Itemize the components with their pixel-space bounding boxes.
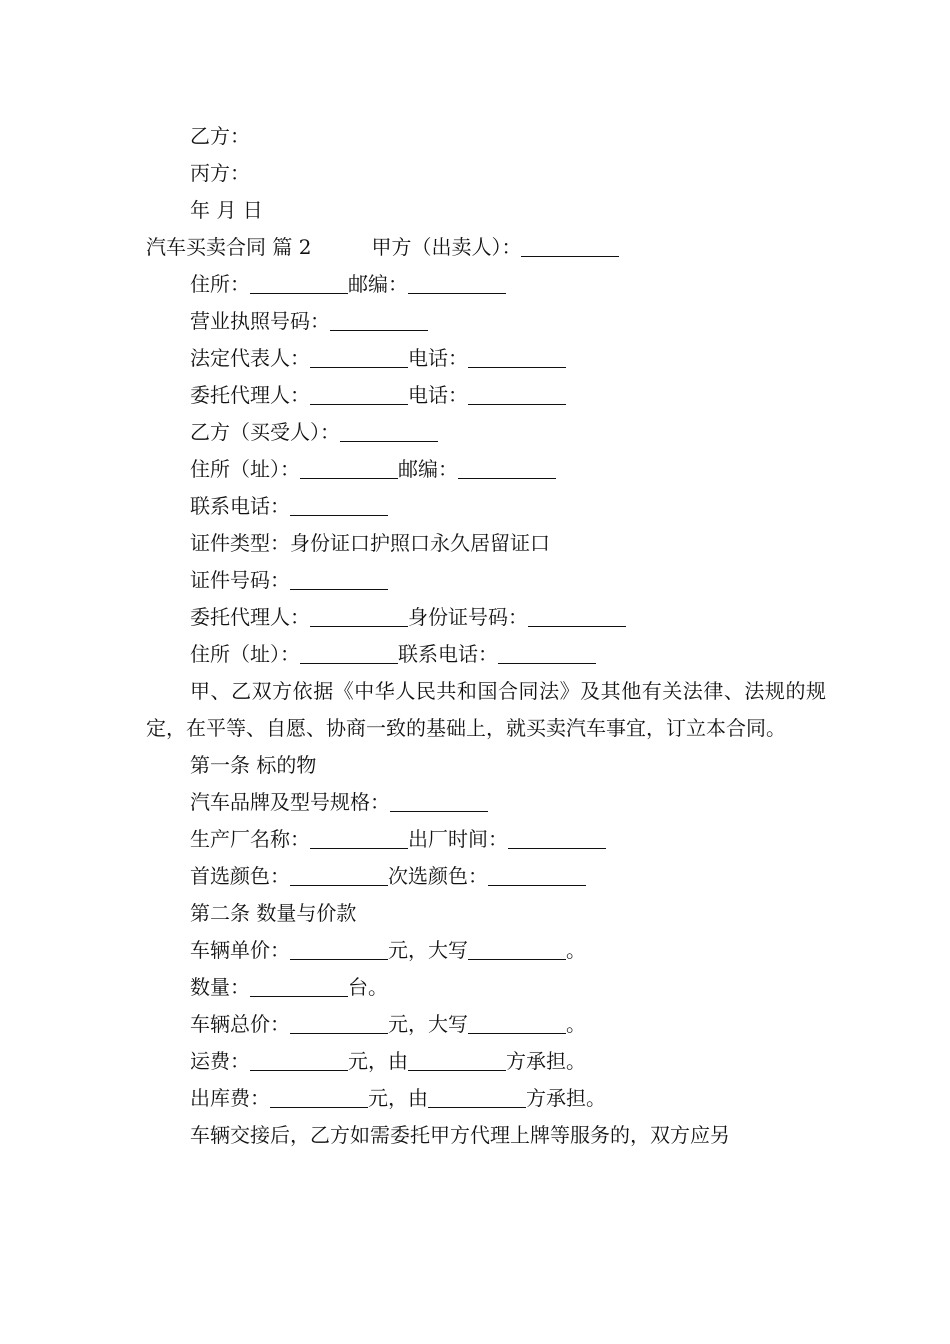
agent-label: 委托代理人： xyxy=(190,383,310,407)
phone-label: 电话： xyxy=(408,346,468,370)
postcode-blank xyxy=(458,454,556,479)
intro-paragraph: 甲、乙双方依据《中华人民共和国合同法》及其他有关法律、法规的规定，在平等、自愿、协商一致的基础上，就买卖汽车事宜，订立本合同。 xyxy=(146,679,826,740)
freight-line xyxy=(146,1043,826,1080)
cert-no-blank xyxy=(290,565,388,590)
legal-rep-label: 法定代表人： xyxy=(190,346,310,370)
postcode-label: 邮编： xyxy=(398,457,458,481)
caps-blank xyxy=(468,935,566,960)
bear-label: 方承担。 xyxy=(506,1049,586,1073)
address-label: 住所： xyxy=(190,272,250,296)
quantity-line xyxy=(146,969,826,1006)
period-mark: 。 xyxy=(566,938,586,962)
contract-heading: 汽车买卖合同 篇 2 xyxy=(146,235,312,259)
party-c-label: 丙方： xyxy=(190,161,250,185)
freight-label: 运费： xyxy=(190,1049,250,1073)
unit-price-line xyxy=(146,932,826,969)
bear-label: 方承担。 xyxy=(526,1086,606,1110)
address-label: 住所（址）： xyxy=(190,642,300,666)
date-label: 年 月 日 xyxy=(190,198,263,222)
party-blank xyxy=(408,1046,506,1071)
color-line xyxy=(146,858,826,895)
brand-label: 汽车品牌及型号规格： xyxy=(190,790,390,814)
article-2-heading xyxy=(146,895,826,932)
caps-blank xyxy=(468,1009,566,1034)
address-label: 住所（址）： xyxy=(190,457,300,481)
brand-blank xyxy=(390,787,488,812)
maker-line xyxy=(146,821,826,858)
cert-no-label: 证件号码： xyxy=(190,568,290,592)
cert-type-line xyxy=(146,525,826,562)
unit-price-blank xyxy=(290,935,388,960)
article-2-label: 第二条 数量与价款 xyxy=(190,901,357,925)
address-blank xyxy=(300,639,398,664)
agent-blank xyxy=(310,602,408,627)
color1-blank xyxy=(290,861,388,886)
contact-phone-label: 联系电话： xyxy=(398,642,498,666)
article-1-label: 第一条 标的物 xyxy=(190,753,317,777)
cert-type-label: 证件类型：身份证口护照口永久居留证口 xyxy=(190,531,550,555)
heading-line xyxy=(146,229,826,266)
id-no-blank xyxy=(528,602,626,627)
contact-phone-blank xyxy=(498,639,596,664)
color2-blank xyxy=(488,861,586,886)
buyer-label: 乙方（买受人）： xyxy=(190,420,340,444)
party-b-line xyxy=(146,118,826,155)
agent-blank xyxy=(310,380,408,405)
maker-blank xyxy=(310,824,408,849)
agent-label: 委托代理人： xyxy=(190,605,310,629)
party-blank xyxy=(428,1083,526,1108)
yuan-by-label: 元，由 xyxy=(348,1049,408,1073)
color2-label: 次选颜色： xyxy=(388,864,488,888)
total-blank xyxy=(290,1009,388,1034)
address-blank xyxy=(300,454,398,479)
unit-price-label: 车辆单价： xyxy=(190,938,290,962)
yuan-caps-label: 元，大写 xyxy=(388,1012,468,1036)
article-1-heading xyxy=(146,747,826,784)
seller-address-line xyxy=(146,266,826,303)
contact-phone-line xyxy=(146,488,826,525)
seller-agent-line xyxy=(146,377,826,414)
phone-blank xyxy=(468,380,566,405)
agent-address-line xyxy=(146,636,826,673)
outbound-line xyxy=(146,1080,826,1117)
legal-rep-blank xyxy=(310,343,408,368)
buyer-line xyxy=(146,414,826,451)
id-no-label: 身份证号码： xyxy=(408,605,528,629)
party-b-label: 乙方： xyxy=(190,124,250,148)
outbound-blank xyxy=(270,1083,368,1108)
brand-line xyxy=(146,784,826,821)
seller-label: 甲方（出卖人）： xyxy=(371,235,522,259)
contract-body xyxy=(146,118,826,1154)
phone-blank xyxy=(468,343,566,368)
party-c-line xyxy=(146,155,826,192)
maker-label: 生产厂名称： xyxy=(190,827,310,851)
legal-rep-line xyxy=(146,340,826,377)
address-blank xyxy=(250,269,348,294)
buyer-address-line xyxy=(146,451,826,488)
units-label: 台。 xyxy=(348,975,388,999)
factory-time-label: 出厂时间： xyxy=(408,827,508,851)
cert-no-line xyxy=(146,562,826,599)
buyer-blank xyxy=(340,417,438,442)
license-label: 营业执照号码： xyxy=(190,309,330,333)
quantity-blank xyxy=(250,972,348,997)
seller-blank xyxy=(521,232,619,257)
contact-phone-label: 联系电话： xyxy=(190,494,290,518)
total-label: 车辆总价： xyxy=(190,1012,290,1036)
postcode-blank xyxy=(408,269,506,294)
license-blank xyxy=(330,306,428,331)
buyer-agent-line xyxy=(146,599,826,636)
freight-blank xyxy=(250,1046,348,1071)
date-line xyxy=(146,192,826,229)
postcode-label: 邮编： xyxy=(348,272,408,296)
period-mark: 。 xyxy=(566,1012,586,1036)
last-text: 车辆交接后，乙方如需委托甲方代理上牌等服务的，双方应另 xyxy=(190,1123,730,1147)
color1-label: 首选颜色： xyxy=(190,864,290,888)
last-line xyxy=(146,1117,826,1154)
contact-phone-blank xyxy=(290,491,388,516)
phone-label: 电话： xyxy=(408,383,468,407)
yuan-caps-label: 元，大写 xyxy=(388,938,468,962)
factory-time-blank xyxy=(508,824,606,849)
yuan-by-label: 元，由 xyxy=(368,1086,428,1110)
total-line xyxy=(146,1006,826,1043)
outbound-label: 出库费： xyxy=(190,1086,270,1110)
quantity-label: 数量： xyxy=(190,975,250,999)
license-line xyxy=(146,303,826,340)
